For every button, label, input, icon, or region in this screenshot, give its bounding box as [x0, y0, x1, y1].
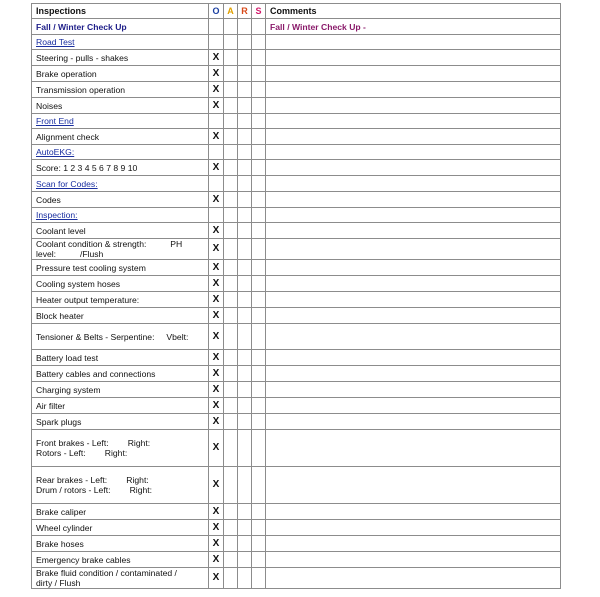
comment-cell[interactable]: [266, 366, 561, 382]
s-mark-cell[interactable]: [252, 223, 266, 239]
inspection-item-label: Brake caliper: [32, 504, 209, 520]
o-mark-cell[interactable]: X: [209, 260, 224, 276]
a-mark-cell[interactable]: [224, 430, 238, 467]
r-mark-cell[interactable]: [238, 366, 252, 382]
inspection-row: [32, 552, 561, 568]
comment-cell[interactable]: [266, 66, 561, 82]
s-mark-cell[interactable]: [252, 308, 266, 324]
a-mark-cell[interactable]: [224, 350, 238, 366]
inspection-row: [32, 292, 561, 308]
r-mark-cell[interactable]: [238, 536, 252, 552]
r-mark-cell[interactable]: [238, 504, 252, 520]
comment-cell[interactable]: [266, 160, 561, 176]
r-mark-cell[interactable]: [238, 308, 252, 324]
o-mark-cell[interactable]: [209, 145, 224, 160]
comment-cell[interactable]: [266, 82, 561, 98]
o-mark-cell[interactable]: X: [209, 504, 224, 520]
a-mark-cell[interactable]: [224, 414, 238, 430]
section-row: [32, 208, 561, 223]
s-mark-cell[interactable]: [252, 82, 266, 98]
section-heading: Front End: [32, 114, 209, 129]
comment-cell[interactable]: [266, 208, 561, 223]
s-mark-cell[interactable]: [252, 568, 266, 589]
o-mark-cell[interactable]: [209, 35, 224, 50]
o-mark-cell[interactable]: [209, 176, 224, 192]
comment-cell[interactable]: [266, 129, 561, 145]
inspection-item-label: Score: 1 2 3 4 5 6 7 8 9 10: [32, 160, 209, 176]
a-mark-cell[interactable]: [224, 366, 238, 382]
section-row: [32, 35, 561, 50]
a-mark-cell[interactable]: [224, 552, 238, 568]
comment-cell[interactable]: [266, 414, 561, 430]
section-row: [32, 114, 561, 129]
inspection-row: [32, 366, 561, 382]
o-mark-cell[interactable]: X: [209, 129, 224, 145]
inspection-sheet: [31, 3, 561, 589]
inspection-row: [32, 568, 561, 589]
o-mark-cell[interactable]: X: [209, 366, 224, 382]
a-mark-cell[interactable]: [224, 467, 238, 504]
a-mark-cell[interactable]: [224, 114, 238, 129]
inspection-item-label: Noises: [32, 98, 209, 114]
o-mark-cell[interactable]: X: [209, 467, 224, 504]
a-mark-cell[interactable]: [224, 260, 238, 276]
s-mark-cell[interactable]: [252, 350, 266, 366]
a-mark-cell[interactable]: [224, 292, 238, 308]
s-mark-cell[interactable]: [252, 276, 266, 292]
o-mark-cell[interactable]: X: [209, 292, 224, 308]
a-mark-cell[interactable]: [224, 160, 238, 176]
r-mark-cell[interactable]: [238, 239, 252, 260]
inspection-row: [32, 430, 561, 467]
a-mark-cell[interactable]: [224, 192, 238, 208]
r-column-header: R: [238, 4, 252, 19]
a-mark-cell[interactable]: [224, 308, 238, 324]
inspection-item-label: Block heater: [32, 308, 209, 324]
a-mark-cell[interactable]: [224, 324, 238, 350]
inspection-item-label: Battery cables and connections: [32, 366, 209, 382]
r-mark-cell[interactable]: [238, 260, 252, 276]
r-mark-cell[interactable]: [238, 568, 252, 589]
r-mark-cell[interactable]: [238, 50, 252, 66]
r-mark-cell[interactable]: [238, 98, 252, 114]
s-mark-cell[interactable]: [252, 145, 266, 160]
r-mark-cell[interactable]: [238, 223, 252, 239]
s-mark-cell[interactable]: [252, 208, 266, 223]
o-mark-cell[interactable]: X: [209, 536, 224, 552]
r-mark-cell[interactable]: [238, 35, 252, 50]
comment-cell[interactable]: [266, 114, 561, 129]
inspection-row: [32, 66, 561, 82]
a-mark-cell[interactable]: [224, 520, 238, 536]
comments-header: Comments: [266, 4, 561, 19]
a-mark-cell[interactable]: [224, 145, 238, 160]
inspection-item-label: Coolant level: [32, 223, 209, 239]
o-mark-cell[interactable]: [209, 114, 224, 129]
form-title: Fall / Winter Check Up: [32, 19, 209, 35]
comment-cell[interactable]: [266, 430, 561, 467]
s-mark-cell[interactable]: [252, 467, 266, 504]
o-mark-cell[interactable]: X: [209, 414, 224, 430]
s-mark-cell[interactable]: [252, 192, 266, 208]
inspection-item-label: Pressure test cooling system: [32, 260, 209, 276]
inspection-row: [32, 308, 561, 324]
a-mark-cell[interactable]: [224, 382, 238, 398]
comment-cell[interactable]: [266, 260, 561, 276]
comment-cell[interactable]: [266, 324, 561, 350]
comment-cell[interactable]: [266, 350, 561, 366]
s-mark-cell[interactable]: [252, 292, 266, 308]
a-mark-cell[interactable]: [224, 276, 238, 292]
r-mark-cell[interactable]: [238, 398, 252, 414]
a-mark-cell[interactable]: [224, 50, 238, 66]
inspection-row: [32, 98, 561, 114]
comment-cell[interactable]: [266, 50, 561, 66]
inspection-row: [32, 324, 561, 350]
s-mark-cell[interactable]: [252, 98, 266, 114]
o-mark-cell[interactable]: X: [209, 276, 224, 292]
comment-cell[interactable]: [266, 192, 561, 208]
inspection-row: [32, 504, 561, 520]
s-mark-cell[interactable]: [252, 129, 266, 145]
title-row: [32, 19, 561, 35]
a-mark-cell[interactable]: [224, 129, 238, 145]
comment-cell[interactable]: [266, 35, 561, 50]
s-mark-cell[interactable]: [252, 430, 266, 467]
comment-cell[interactable]: [266, 398, 561, 414]
r-mark-cell[interactable]: [238, 192, 252, 208]
r-mark-cell[interactable]: [238, 114, 252, 129]
inspection-row: [32, 223, 561, 239]
inspection-item-label: Steering - pulls - shakes: [32, 50, 209, 66]
comment-cell[interactable]: [266, 308, 561, 324]
o-mark-cell[interactable]: X: [209, 382, 224, 398]
inspection-item-label: Air filter: [32, 398, 209, 414]
inspection-row: [32, 239, 561, 260]
inspection-item-label: Battery load test: [32, 350, 209, 366]
comment-cell[interactable]: [266, 276, 561, 292]
o-mark-cell[interactable]: X: [209, 50, 224, 66]
comment-cell[interactable]: [266, 239, 561, 260]
inspection-row: [32, 414, 561, 430]
o-mark-cell[interactable]: X: [209, 350, 224, 366]
inspection-item-label: Heater output temperature:: [32, 292, 209, 308]
s-column-header: S: [252, 4, 266, 19]
o-mark-cell[interactable]: X: [209, 223, 224, 239]
r-mark-cell[interactable]: [238, 414, 252, 430]
inspection-row: [32, 82, 561, 98]
a-mark-cell[interactable]: [224, 98, 238, 114]
section-row: [32, 176, 561, 192]
comment-cell[interactable]: [266, 504, 561, 520]
s-mark-cell[interactable]: [252, 160, 266, 176]
o-mark-cell[interactable]: X: [209, 66, 224, 82]
inspection-row: [32, 350, 561, 366]
inspection-table: [31, 3, 561, 589]
o-mark-cell[interactable]: X: [209, 192, 224, 208]
inspection-row: [32, 276, 561, 292]
comment-cell[interactable]: [266, 145, 561, 160]
s-mark-cell[interactable]: [252, 552, 266, 568]
a-mark-cell[interactable]: [224, 239, 238, 260]
inspection-item-label: Rear brakes - Left: Right: Drum / rotors - Left: Right:: [32, 467, 209, 504]
comment-cell[interactable]: [266, 520, 561, 536]
comment-cell[interactable]: [266, 176, 561, 192]
r-mark-cell[interactable]: [238, 145, 252, 160]
r-mark-cell[interactable]: [238, 176, 252, 192]
inspections-header: Inspections: [32, 4, 209, 19]
s-mark-cell[interactable]: [252, 536, 266, 552]
inspection-row: [32, 398, 561, 414]
comment-cell[interactable]: [266, 382, 561, 398]
a-mark-cell[interactable]: [224, 568, 238, 589]
inspection-item-label: Tensioner & Belts - Serpentine: Vbelt:: [32, 324, 209, 350]
r-mark-cell[interactable]: [238, 552, 252, 568]
o-mark-cell[interactable]: X: [209, 160, 224, 176]
r-mark-cell[interactable]: [238, 66, 252, 82]
o-mark-cell[interactable]: X: [209, 520, 224, 536]
s-mark-cell[interactable]: [252, 260, 266, 276]
inspection-item-label: Wheel cylinder: [32, 520, 209, 536]
s-mark-cell[interactable]: [252, 414, 266, 430]
header-row: [32, 4, 561, 19]
comments-title: Fall / Winter Check Up -: [266, 19, 561, 35]
a-mark-cell[interactable]: [224, 504, 238, 520]
s-mark-cell[interactable]: [252, 35, 266, 50]
r-mark-cell[interactable]: [238, 324, 252, 350]
comment-cell[interactable]: [266, 98, 561, 114]
s-mark-cell[interactable]: [252, 504, 266, 520]
s-mark-cell[interactable]: [252, 239, 266, 260]
a-mark-cell[interactable]: [224, 208, 238, 223]
inspection-item-label: Spark plugs: [32, 414, 209, 430]
inspection-row: [32, 382, 561, 398]
o-mark-cell[interactable]: X: [209, 98, 224, 114]
inspection-item-label: Codes: [32, 192, 209, 208]
inspection-row: [32, 467, 561, 504]
o-mark-cell[interactable]: X: [209, 568, 224, 589]
comment-cell[interactable]: [266, 292, 561, 308]
inspection-item-label: Cooling system hoses: [32, 276, 209, 292]
comment-cell[interactable]: [266, 223, 561, 239]
comment-cell[interactable]: [266, 552, 561, 568]
s-mark-cell[interactable]: [252, 366, 266, 382]
s-mark-cell[interactable]: [252, 324, 266, 350]
r-mark-cell[interactable]: [238, 129, 252, 145]
o-mark-cell[interactable]: X: [209, 239, 224, 260]
o-mark-cell[interactable]: X: [209, 398, 224, 414]
r-mark-cell[interactable]: [238, 82, 252, 98]
inspection-row: [32, 192, 561, 208]
comment-cell[interactable]: [266, 467, 561, 504]
r-mark-cell[interactable]: [238, 276, 252, 292]
section-heading: Inspection:: [32, 208, 209, 223]
s-mark-cell[interactable]: [252, 50, 266, 66]
comment-cell[interactable]: [266, 568, 561, 589]
r-mark-cell[interactable]: [238, 520, 252, 536]
a-mark-cell[interactable]: [224, 82, 238, 98]
inspection-item-label: Coolant condition & strength: PH level: /Flush: [32, 239, 209, 260]
inspection-item-label: Emergency brake cables: [32, 552, 209, 568]
a-mark-cell[interactable]: [224, 66, 238, 82]
r-mark-cell[interactable]: [238, 467, 252, 504]
inspection-item-label: Brake operation: [32, 66, 209, 82]
s-mark-cell[interactable]: [252, 398, 266, 414]
s-mark-cell[interactable]: [252, 520, 266, 536]
r-mark-cell[interactable]: [238, 160, 252, 176]
inspection-item-label: Brake hoses: [32, 536, 209, 552]
inspection-item-label: Charging system: [32, 382, 209, 398]
r-mark-cell[interactable]: [238, 208, 252, 223]
r-mark-cell[interactable]: [238, 430, 252, 467]
o-mark-cell[interactable]: [209, 208, 224, 223]
inspection-row: [32, 129, 561, 145]
o-mark-cell[interactable]: X: [209, 82, 224, 98]
section-row: [32, 145, 561, 160]
s-mark-cell[interactable]: [252, 66, 266, 82]
inspection-item-label: Brake fluid condition / contaminated / dirty / Flush: [32, 568, 209, 589]
inspection-row: [32, 50, 561, 66]
section-heading: Scan for Codes:: [32, 176, 209, 192]
a-mark-cell[interactable]: [224, 35, 238, 50]
inspection-row: [32, 536, 561, 552]
s-mark-cell[interactable]: [252, 114, 266, 129]
inspection-item-label: Transmission operation: [32, 82, 209, 98]
s-mark-cell[interactable]: [252, 382, 266, 398]
inspection-item-label: Front brakes - Left: Right: Rotors - Left: Right:: [32, 430, 209, 467]
a-mark-cell[interactable]: [224, 536, 238, 552]
r-mark-cell[interactable]: [238, 350, 252, 366]
o-mark-cell[interactable]: X: [209, 552, 224, 568]
r-mark-cell[interactable]: [238, 382, 252, 398]
section-heading: Road Test: [32, 35, 209, 50]
a-column-header: A: [224, 4, 238, 19]
section-heading: AutoEKG:: [32, 145, 209, 160]
inspection-item-label: Alignment check: [32, 129, 209, 145]
comment-cell[interactable]: [266, 536, 561, 552]
r-mark-cell[interactable]: [238, 292, 252, 308]
o-mark-cell[interactable]: X: [209, 430, 224, 467]
inspection-row: [32, 260, 561, 276]
s-mark-cell[interactable]: [252, 176, 266, 192]
a-mark-cell[interactable]: [224, 398, 238, 414]
o-mark-cell[interactable]: X: [209, 324, 224, 350]
inspection-row: [32, 160, 561, 176]
a-mark-cell[interactable]: [224, 223, 238, 239]
inspection-row: [32, 520, 561, 536]
o-mark-cell[interactable]: X: [209, 308, 224, 324]
o-column-header: O: [209, 4, 224, 19]
a-mark-cell[interactable]: [224, 176, 238, 192]
